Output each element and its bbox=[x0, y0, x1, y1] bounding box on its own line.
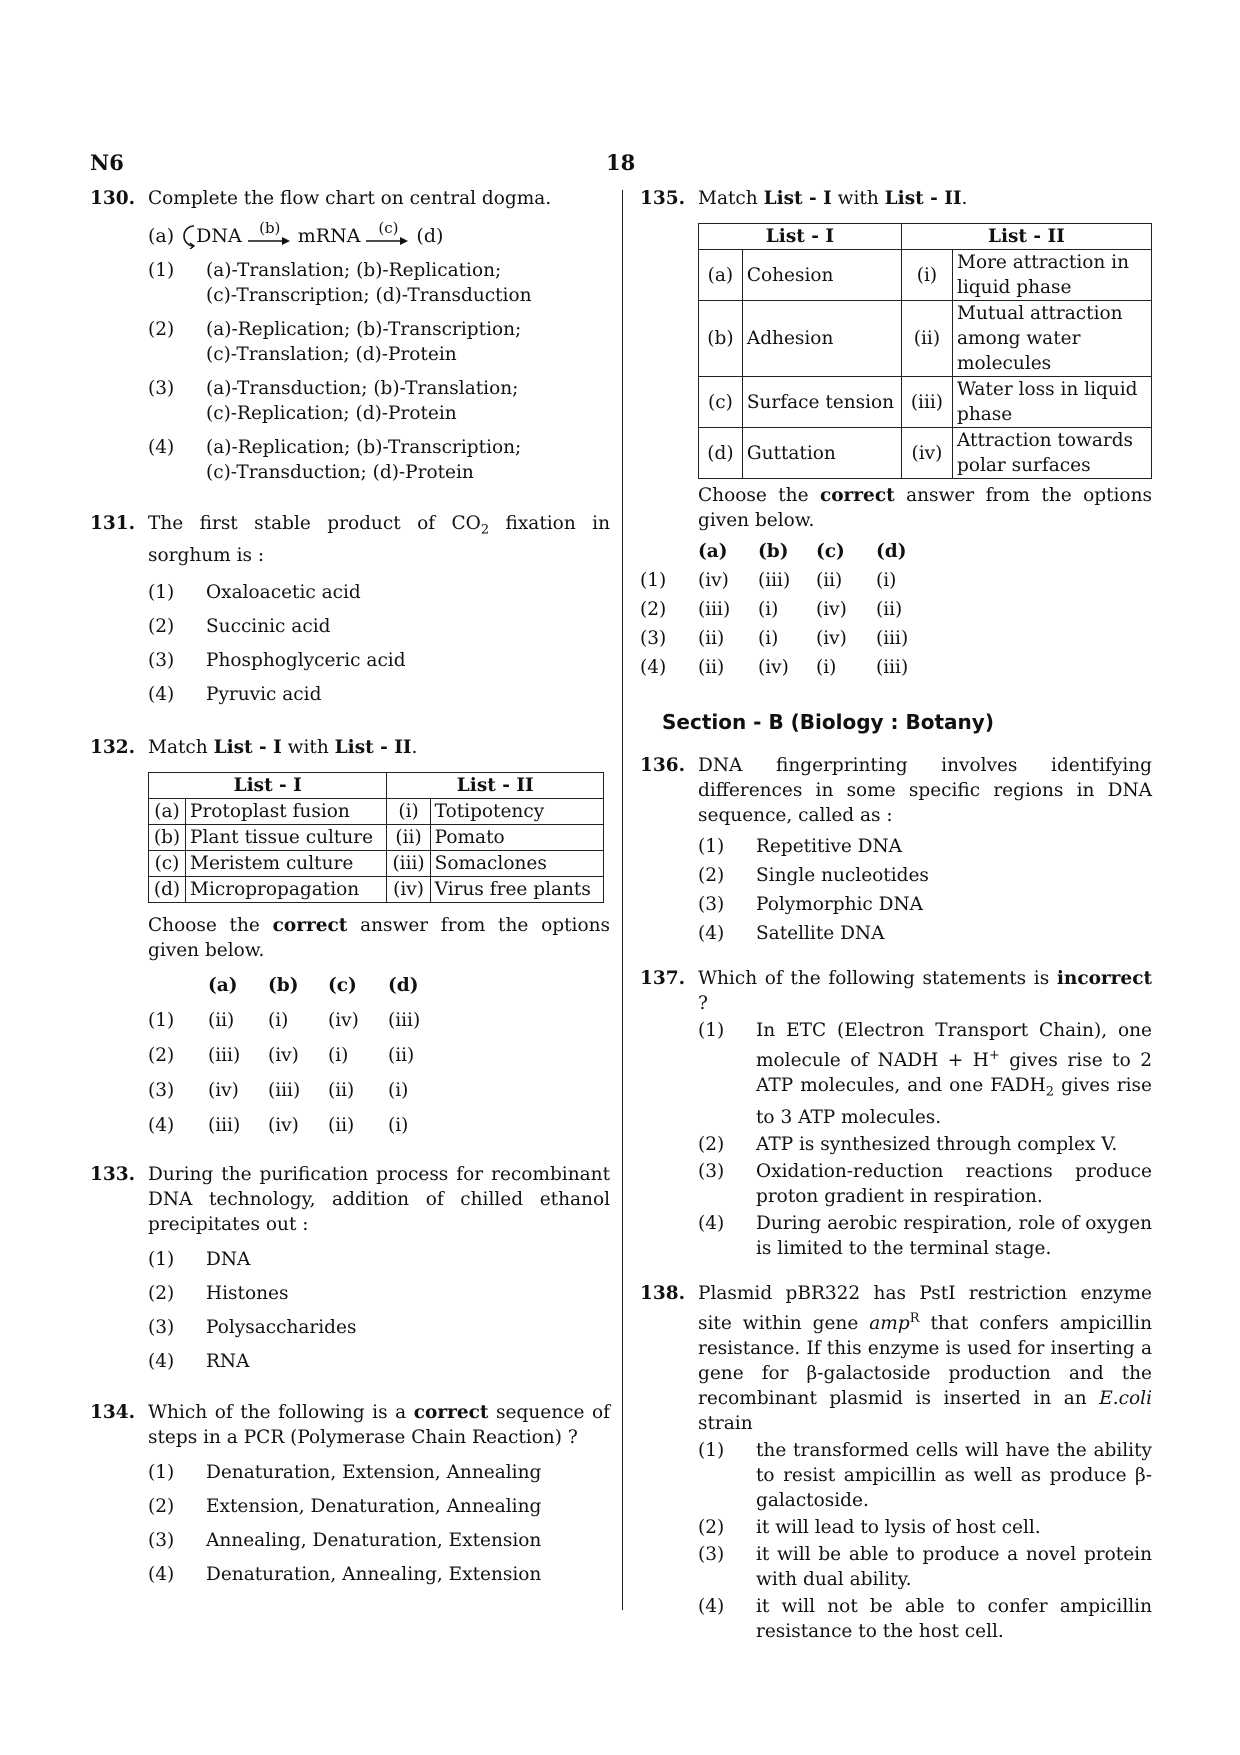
option-text: Repetitive DNA bbox=[756, 836, 903, 857]
choose-instruction bbox=[698, 483, 1152, 533]
subscript: 2 bbox=[480, 522, 490, 538]
question-138 bbox=[640, 1281, 1152, 1644]
table-cell: Surface tension bbox=[742, 377, 901, 428]
central-dogma-flow bbox=[148, 219, 610, 249]
table-row bbox=[699, 301, 1152, 377]
option-line: (c)-Transduction; (d)-Protein bbox=[206, 462, 474, 483]
option-line: (a)-Transduction; (b)-Translation; bbox=[206, 378, 519, 399]
answer-option-4[interactable] bbox=[640, 653, 936, 682]
option-3[interactable] bbox=[148, 376, 610, 426]
text-bold: List - I bbox=[763, 188, 832, 209]
right-arrow-icon bbox=[366, 236, 410, 246]
question-137 bbox=[640, 966, 1152, 1261]
superscript: + bbox=[988, 1048, 1000, 1063]
flow-label-b: (b) bbox=[259, 219, 281, 237]
answer-cell: (iii) bbox=[208, 1114, 241, 1136]
option-number: (2) bbox=[148, 1495, 175, 1517]
table-cell: (d) bbox=[699, 428, 743, 479]
table-cell: (i) bbox=[387, 798, 430, 824]
table-cell: (iv) bbox=[901, 428, 952, 479]
option-3[interactable] bbox=[148, 648, 610, 673]
table-cell: (a) bbox=[699, 250, 743, 301]
option-number: (3) bbox=[698, 894, 725, 915]
table-cell: Mutual attraction among water molecules bbox=[953, 301, 1152, 377]
question-134 bbox=[90, 1400, 610, 1587]
text-part: answer from the options given below. bbox=[698, 485, 1152, 531]
option-3[interactable] bbox=[148, 1315, 610, 1340]
question-text: During the purification process for recombinant DNA technology, addition of chilled ethanol precipitates out : bbox=[148, 1163, 610, 1235]
option-number: (2) bbox=[698, 1517, 725, 1538]
table-row bbox=[149, 876, 604, 902]
answer-options-table bbox=[640, 537, 936, 682]
option-text: Oxaloacetic acid bbox=[206, 581, 361, 603]
answer-cell: (iii) bbox=[268, 1079, 301, 1101]
table-cell: (iv) bbox=[387, 876, 430, 902]
text-part: Choose the bbox=[698, 485, 820, 506]
option-1[interactable] bbox=[148, 1247, 610, 1272]
table-header-row bbox=[699, 224, 1152, 250]
question-135 bbox=[640, 186, 1152, 682]
option-4[interactable] bbox=[148, 435, 610, 485]
paper-code: N6 bbox=[90, 150, 124, 175]
option-text: During aerobic respiration, role of oxygen is limited to the terminal stage. bbox=[756, 1212, 1152, 1259]
answer-cell: (i) bbox=[328, 1044, 349, 1066]
answer-cell: (iii) bbox=[698, 599, 731, 620]
question-text bbox=[148, 511, 610, 568]
table-cell: (ii) bbox=[901, 301, 952, 377]
table-cell: (iii) bbox=[901, 377, 952, 428]
question-number: 138. bbox=[640, 1282, 686, 1304]
question-131 bbox=[90, 511, 610, 707]
option-1[interactable] bbox=[698, 1018, 1152, 1130]
option-2[interactable] bbox=[148, 1494, 610, 1519]
table-cell: Pomato bbox=[430, 824, 603, 850]
table-cell: Guttation bbox=[742, 428, 901, 479]
table-cell: (b) bbox=[699, 301, 743, 377]
table-row bbox=[699, 250, 1152, 301]
answer-cell: (iv) bbox=[698, 570, 729, 591]
table-cell: (d) bbox=[149, 876, 186, 902]
question-136 bbox=[640, 753, 1152, 946]
option-number: (4) bbox=[148, 437, 175, 458]
option-number: (1) bbox=[698, 1440, 725, 1461]
answer-cell: (ii) bbox=[328, 1079, 355, 1101]
table-cell: Totipotency bbox=[430, 798, 603, 824]
answer-cell: (ii) bbox=[388, 1044, 415, 1066]
option-line: (c)-Transcription; (d)-Transduction bbox=[206, 285, 532, 306]
option-number: (4) bbox=[698, 1212, 725, 1234]
option-text: Satellite DNA bbox=[756, 923, 885, 944]
option-number: (4) bbox=[640, 657, 667, 678]
option-text: Polymorphic DNA bbox=[756, 894, 924, 915]
question-text bbox=[148, 735, 610, 760]
table-cell: Protoplast fusion bbox=[186, 798, 387, 824]
option-2[interactable] bbox=[698, 1132, 1152, 1157]
option-text: Annealing, Denaturation, Extension bbox=[206, 1529, 542, 1551]
answer-cell: (ii) bbox=[816, 570, 843, 591]
option-text bbox=[756, 1018, 1152, 1130]
option-1[interactable] bbox=[148, 1460, 610, 1485]
option-number: (4) bbox=[148, 1350, 175, 1372]
text-bold: incorrect bbox=[1056, 968, 1152, 989]
table-cell: (ii) bbox=[387, 824, 430, 850]
option-number: (2) bbox=[698, 865, 725, 886]
answer-cell: (i) bbox=[876, 570, 897, 591]
option-number: (1) bbox=[148, 1009, 175, 1031]
text-part: gives rise to 3 ATP molecules. bbox=[756, 1075, 1152, 1128]
option-number: (4) bbox=[148, 1563, 175, 1585]
table-cell: (c) bbox=[699, 377, 743, 428]
question-130 bbox=[90, 186, 610, 485]
option-4[interactable] bbox=[148, 682, 610, 707]
answer-option-1[interactable] bbox=[640, 566, 936, 595]
text-part: sequence of steps in a PCR (Polymerase Chain Reaction) ? bbox=[148, 1401, 610, 1448]
column-header: (b) bbox=[268, 974, 299, 996]
answer-cell: (iv) bbox=[758, 657, 789, 678]
flow-label-c: (c) bbox=[378, 219, 399, 237]
option-number: (1) bbox=[698, 836, 725, 857]
option-line: (a)-Replication; (b)-Transcription; bbox=[206, 319, 522, 340]
choose-instruction bbox=[148, 913, 610, 963]
option-1[interactable] bbox=[698, 1438, 1152, 1513]
answer-option-1[interactable] bbox=[148, 1000, 448, 1035]
option-number: (3) bbox=[148, 1316, 175, 1338]
option-3[interactable] bbox=[698, 1159, 1152, 1209]
column-header: (d) bbox=[388, 974, 419, 996]
option-text: Pyruvic acid bbox=[206, 683, 322, 705]
option-text: Single nucleotides bbox=[756, 865, 929, 886]
text-part: Which of the following statements is bbox=[698, 968, 1057, 989]
option-3[interactable] bbox=[148, 1528, 610, 1553]
option-2[interactable] bbox=[148, 317, 610, 367]
table-row bbox=[149, 850, 604, 876]
match-table bbox=[698, 223, 1152, 479]
option-number: (2) bbox=[148, 1044, 175, 1066]
text-part: strain bbox=[698, 1413, 753, 1434]
option-number: (4) bbox=[698, 1596, 725, 1617]
option-text: RNA bbox=[206, 1350, 250, 1372]
answer-cell: (iv) bbox=[328, 1009, 359, 1031]
text-part: Plasmid pBR322 has PstI restriction enzyme site within gene bbox=[698, 1282, 1152, 1334]
answer-cell: (i) bbox=[816, 657, 837, 678]
table-row bbox=[149, 798, 604, 824]
organism-name: E.coli bbox=[1099, 1388, 1152, 1409]
question-text bbox=[698, 186, 1152, 211]
option-2[interactable] bbox=[148, 1281, 610, 1306]
question-number: 136. bbox=[640, 755, 686, 776]
answer-cell: (iii) bbox=[876, 657, 909, 678]
text-part: that confers ampicillin resistance. If this enzyme is used for inserting a gene for β-galactoside production and the recombinant plasmid is inserted in an bbox=[698, 1313, 1152, 1409]
column-header: (c) bbox=[328, 974, 357, 996]
option-text: Denaturation, Annealing, Extension bbox=[206, 1563, 542, 1585]
option-number: (3) bbox=[698, 1160, 725, 1182]
option-2[interactable] bbox=[698, 863, 1152, 888]
table-header-row bbox=[149, 772, 604, 798]
column-header: (a) bbox=[698, 541, 728, 562]
question-text: DNA fingerprinting involves identifying differences in some specific regions in DNA sequence, called as : bbox=[698, 755, 1152, 826]
option-line: (c)-Translation; (d)-Protein bbox=[206, 344, 457, 365]
question-number: 134. bbox=[90, 1401, 136, 1423]
option-text: Polysaccharides bbox=[206, 1316, 357, 1338]
text-part: with bbox=[831, 188, 885, 209]
answer-option-3[interactable] bbox=[148, 1070, 448, 1105]
table-row bbox=[699, 428, 1152, 479]
answer-options-table bbox=[148, 971, 448, 1140]
answer-option-2[interactable] bbox=[148, 1035, 448, 1070]
text-part: Match bbox=[148, 736, 214, 758]
option-number: (2) bbox=[148, 319, 175, 340]
answer-cell: (ii) bbox=[698, 628, 725, 649]
option-4[interactable] bbox=[148, 1349, 610, 1374]
text-part: Which of the following is a bbox=[148, 1401, 414, 1423]
table-cell: (a) bbox=[149, 798, 186, 824]
question-number: 131. bbox=[90, 513, 136, 534]
answer-cell: (i) bbox=[388, 1114, 409, 1136]
question-number: 135. bbox=[640, 188, 686, 209]
option-1[interactable] bbox=[698, 834, 1152, 859]
answer-cell: (ii) bbox=[876, 599, 903, 620]
match-table bbox=[148, 772, 604, 903]
answer-cell: (iii) bbox=[758, 570, 791, 591]
answer-option-3[interactable] bbox=[640, 624, 936, 653]
left-column bbox=[90, 186, 610, 1607]
question-number: 133. bbox=[90, 1163, 136, 1185]
column-header: List - II bbox=[387, 772, 604, 798]
table-cell: (iii) bbox=[387, 850, 430, 876]
circular-arrow-icon bbox=[180, 223, 196, 249]
column-header: List - I bbox=[699, 224, 902, 250]
answer-header-row bbox=[148, 971, 448, 1000]
answer-cell: (ii) bbox=[698, 657, 725, 678]
option-text: Denaturation, Extension, Annealing bbox=[206, 1461, 542, 1483]
text-part: . bbox=[961, 188, 968, 209]
question-text bbox=[698, 966, 1152, 1016]
answer-option-2[interactable] bbox=[640, 595, 936, 624]
text-part: Match bbox=[698, 188, 764, 209]
option-number: (4) bbox=[148, 1114, 175, 1136]
option-number: (3) bbox=[640, 628, 667, 649]
option-number: (1) bbox=[148, 260, 175, 281]
table-cell: Plant tissue culture bbox=[186, 824, 387, 850]
text-bold: correct bbox=[413, 1401, 489, 1423]
text-part: The first stable product of CO bbox=[148, 513, 481, 534]
option-number: (1) bbox=[148, 1461, 175, 1483]
option-line: (c)-Replication; (d)-Protein bbox=[206, 403, 457, 424]
gene-name: amp bbox=[869, 1313, 910, 1334]
answer-option-4[interactable] bbox=[148, 1105, 448, 1140]
option-text: Succinic acid bbox=[206, 615, 331, 637]
answer-cell: (iii) bbox=[876, 628, 909, 649]
option-line: (a)-Translation; (b)-Replication; bbox=[206, 260, 502, 281]
question-text: Complete the flow chart on central dogma. bbox=[148, 188, 552, 209]
option-number: (1) bbox=[148, 581, 175, 603]
superscript: R bbox=[909, 1310, 920, 1326]
flow-arrow-b bbox=[248, 219, 292, 246]
option-4[interactable] bbox=[698, 1594, 1152, 1644]
column-header: List - I bbox=[149, 772, 387, 798]
text-part: ? bbox=[698, 993, 708, 1014]
answer-cell: (iv) bbox=[816, 599, 847, 620]
subscript: 2 bbox=[1045, 1084, 1055, 1100]
option-text: Extension, Denaturation, Annealing bbox=[206, 1495, 542, 1517]
answer-cell: (i) bbox=[268, 1009, 289, 1031]
text-part: Choose the bbox=[148, 914, 273, 936]
column-header: (a) bbox=[208, 974, 238, 996]
answer-cell: (i) bbox=[388, 1079, 409, 1101]
text-part: In ETC (Electron Transport Chain), one molecule of NADH + H bbox=[756, 1020, 1152, 1072]
answer-cell: (iii) bbox=[388, 1009, 421, 1031]
option-number: (2) bbox=[148, 615, 175, 637]
question-text bbox=[148, 1400, 610, 1450]
option-3[interactable] bbox=[698, 892, 1152, 917]
table-cell: More attraction in liquid phase bbox=[953, 250, 1152, 301]
answer-cell: (iv) bbox=[268, 1114, 299, 1136]
table-row bbox=[699, 377, 1152, 428]
option-number: (3) bbox=[148, 1529, 175, 1551]
text-bold: List - II bbox=[334, 736, 412, 758]
option-3[interactable] bbox=[698, 1542, 1152, 1592]
option-4[interactable] bbox=[698, 921, 1152, 946]
answer-cell: (iii) bbox=[208, 1044, 241, 1066]
option-number: (2) bbox=[640, 599, 667, 620]
option-text: Histones bbox=[206, 1282, 289, 1304]
flow-dna: DNA bbox=[196, 224, 242, 247]
question-number: 132. bbox=[90, 736, 136, 758]
section-heading: Section - B (Biology : Botany) bbox=[662, 710, 994, 734]
answer-cell: (iv) bbox=[816, 628, 847, 649]
text-part: . bbox=[411, 736, 418, 758]
option-text: it will not be able to confer ampicillin resistance to the host cell. bbox=[756, 1596, 1152, 1642]
text-bold: correct bbox=[819, 485, 895, 506]
question-number: 130. bbox=[90, 188, 136, 209]
option-text: it will be able to produce a novel protein with dual ability. bbox=[756, 1544, 1152, 1590]
column-header: List - II bbox=[901, 224, 1151, 250]
text-part: fixation in sorghum is : bbox=[148, 513, 610, 566]
text-bold: List - II bbox=[884, 188, 962, 209]
option-4[interactable] bbox=[148, 1562, 610, 1587]
table-cell: Cohesion bbox=[742, 250, 901, 301]
text-bold: List - I bbox=[213, 736, 282, 758]
option-text: Oxidation-reduction reactions produce proton gradient in respiration. bbox=[756, 1160, 1152, 1207]
option-2[interactable] bbox=[148, 614, 610, 639]
table-cell: (c) bbox=[149, 850, 186, 876]
answer-cell: (iv) bbox=[268, 1044, 299, 1066]
option-line: (a)-Replication; (b)-Transcription; bbox=[206, 437, 522, 458]
flow-arrow-c bbox=[366, 219, 410, 246]
flow-mrna: mRNA bbox=[297, 224, 361, 247]
option-text: Phosphoglyceric acid bbox=[206, 649, 406, 671]
flow-label-a: (a) bbox=[148, 224, 175, 247]
answer-header-row bbox=[640, 537, 936, 566]
page-number: 18 bbox=[606, 150, 636, 175]
option-4[interactable] bbox=[698, 1211, 1152, 1261]
answer-cell: (i) bbox=[758, 628, 779, 649]
option-1[interactable] bbox=[148, 258, 610, 308]
option-number: (1) bbox=[640, 570, 667, 591]
table-row bbox=[149, 824, 604, 850]
question-number: 137. bbox=[640, 968, 686, 989]
column-header: (b) bbox=[758, 541, 789, 562]
right-arrow-icon bbox=[248, 236, 292, 246]
option-2[interactable] bbox=[698, 1515, 1152, 1540]
text-part: gives rise to 2 ATP molecules, and one FADH bbox=[756, 1050, 1152, 1097]
option-number: (2) bbox=[698, 1133, 725, 1155]
text-part: with bbox=[281, 736, 335, 758]
option-number: (3) bbox=[148, 378, 175, 399]
column-header: (d) bbox=[876, 541, 907, 562]
answer-cell: (ii) bbox=[208, 1009, 235, 1031]
answer-cell: (iv) bbox=[208, 1079, 239, 1101]
table-cell: (b) bbox=[149, 824, 186, 850]
option-number: (1) bbox=[148, 1248, 175, 1270]
table-cell: Micropropagation bbox=[186, 876, 387, 902]
option-1[interactable] bbox=[148, 580, 610, 605]
answer-cell: (i) bbox=[758, 599, 779, 620]
flow-label-d: (d) bbox=[416, 224, 444, 247]
option-text: ATP is synthesized through complex V. bbox=[756, 1133, 1118, 1155]
option-number: (4) bbox=[148, 683, 175, 705]
option-text: DNA bbox=[206, 1248, 251, 1270]
question-132 bbox=[90, 735, 610, 1140]
column-divider bbox=[622, 190, 623, 1610]
table-cell: Somaclones bbox=[430, 850, 603, 876]
right-column bbox=[640, 186, 1152, 1664]
text-part: answer from the options given below. bbox=[148, 914, 610, 961]
table-cell: Virus free plants bbox=[430, 876, 603, 902]
option-number: (4) bbox=[698, 923, 725, 944]
column-header: (c) bbox=[816, 541, 845, 562]
text-bold: correct bbox=[272, 914, 348, 936]
table-cell: Meristem culture bbox=[186, 850, 387, 876]
option-number: (3) bbox=[148, 649, 175, 671]
table-cell: Attraction towards polar surfaces bbox=[953, 428, 1152, 479]
option-text: it will lead to lysis of host cell. bbox=[756, 1517, 1041, 1538]
question-133 bbox=[90, 1162, 610, 1374]
question-text bbox=[698, 1281, 1152, 1436]
answer-cell: (ii) bbox=[328, 1114, 355, 1136]
table-cell: Water loss in liquid phase bbox=[953, 377, 1152, 428]
option-number: (2) bbox=[148, 1282, 175, 1304]
option-number: (3) bbox=[148, 1079, 175, 1101]
table-cell: (i) bbox=[901, 250, 952, 301]
option-text: the transformed cells will have the ability to resist ampicillin as well as produce β-galactoside. bbox=[756, 1440, 1152, 1511]
option-number: (1) bbox=[698, 1020, 725, 1041]
table-cell: Adhesion bbox=[742, 301, 901, 377]
option-number: (3) bbox=[698, 1544, 725, 1565]
